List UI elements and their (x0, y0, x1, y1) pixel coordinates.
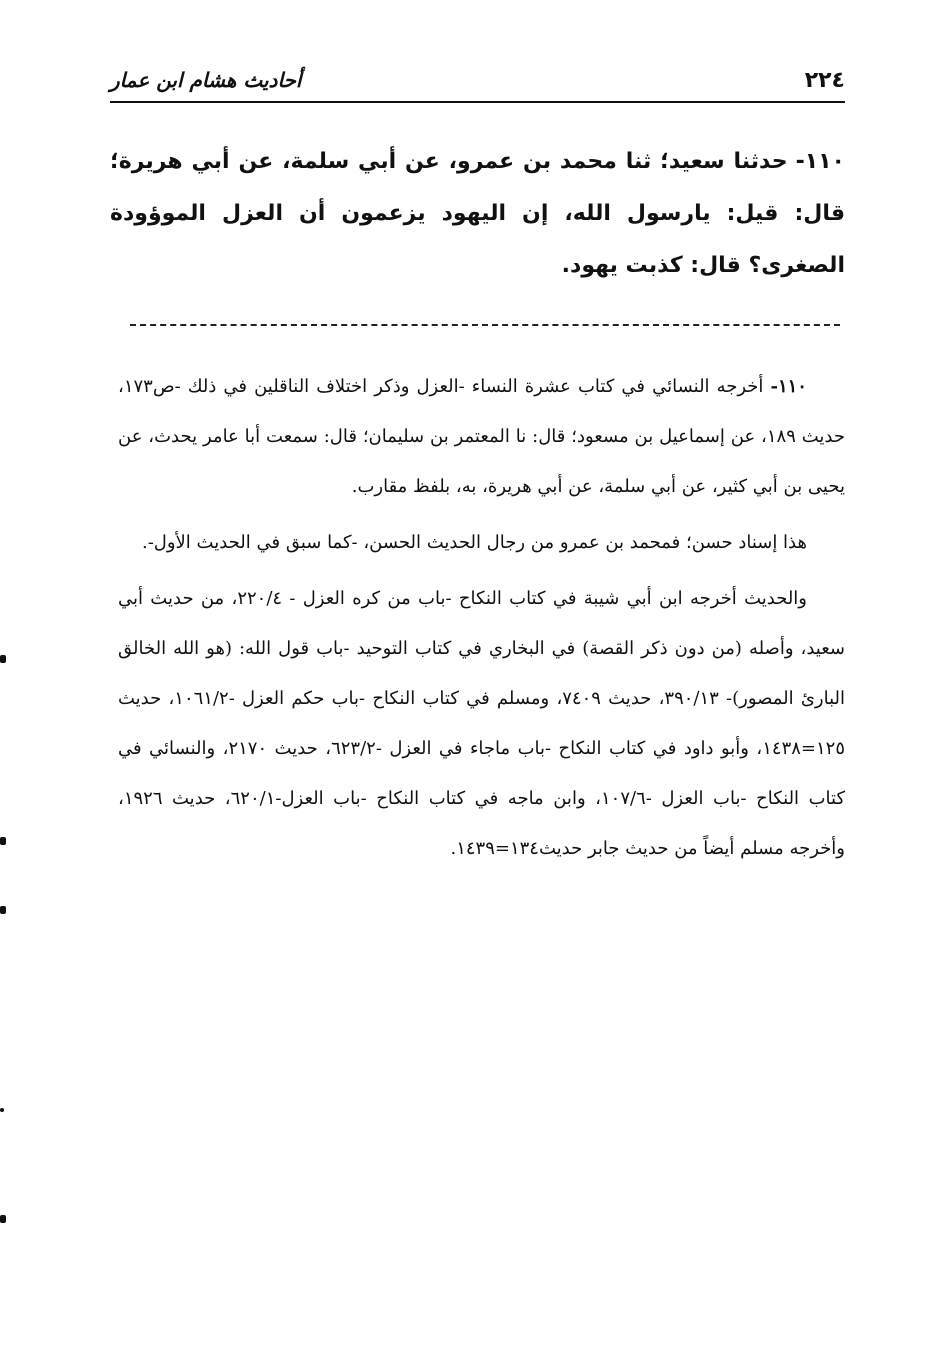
footnotes-block (118, 362, 845, 880)
scan-margin-mark (0, 837, 6, 845)
scan-margin-mark (0, 1108, 4, 1112)
header-rule (110, 101, 845, 103)
footnote-separator (130, 324, 840, 326)
footnote-number: ١١٠- (770, 376, 807, 397)
scan-margin-mark (0, 906, 6, 914)
hadith-text-block (110, 136, 845, 292)
scan-margin-mark (0, 1215, 6, 1223)
page-header (110, 62, 845, 98)
running-title: أحاديث هشام ابن عمار (110, 68, 302, 92)
scan-margin-mark (0, 655, 6, 663)
page-number: ٢٢٤ (804, 67, 845, 93)
hadith-number: ١١٠- (795, 149, 845, 174)
footnote-paragraph-2: هذا إسناد حسن؛ فمحمد بن عمرو من رجال الحديث الحسن، -كما سبق في الحديث الأول-. (141, 532, 807, 553)
footnote-text-1: أخرجه النسائي في كتاب عشرة النساء -العزل وذكر اختلاف الناقلين في ذلك -ص١٧٣، حديث ١٨٩، عن إسماعيل بن مسعود؛ قال: نا المعتمر بن سليمان؛ قال: سمعت أبا عامر يحدث، عن يحيى بن أبي كثير، عن أبي سلمة، عن أبي هريرة، به، بلفظ مقارب. (118, 376, 845, 497)
footnote-paragraph-1 (118, 362, 845, 512)
footnote-paragraph-3: والحديث أخرجه ابن أبي شيبة في كتاب النكاح -باب من كره العزل - ٢٢٠/٤، من حديث أبي سعيد، وأصله (من دون ذكر القصة) في البخاري في كتاب التوحيد -باب قول الله: (هو الله الخالق البارئ المصور)- ٣٩٠/١٣، حديث ٧٤٠٩، ومسلم في كتاب النكاح -باب حكم العزل -١٠٦١/٢، حديث ١٢٥=١٤٣٨، وأبو داود في كتاب النكاح -باب ماجاء في العزل -٦٢٣/٢، حديث ٢١٧٠، والنسائي في كتاب النكاح -باب العزل -١٠٧/٦، وابن ماجه في كتاب النكاح -باب العزل-٦٢٠/١، حديث ١٩٢٦، وأخرجه مسلم أيضاً من حديث جابر حديث١٣٤=١٤٣٩. (118, 588, 846, 859)
hadith-body: حدثنا سعيد؛ ثنا محمد بن عمرو، عن أبي سلمة، عن أبي هريرة؛ قال: قيل: يارسول الله، إن اليهود يزعمون أن العزل الموؤودة الصغرى؟ قال: كذبت يهود. (110, 149, 845, 278)
